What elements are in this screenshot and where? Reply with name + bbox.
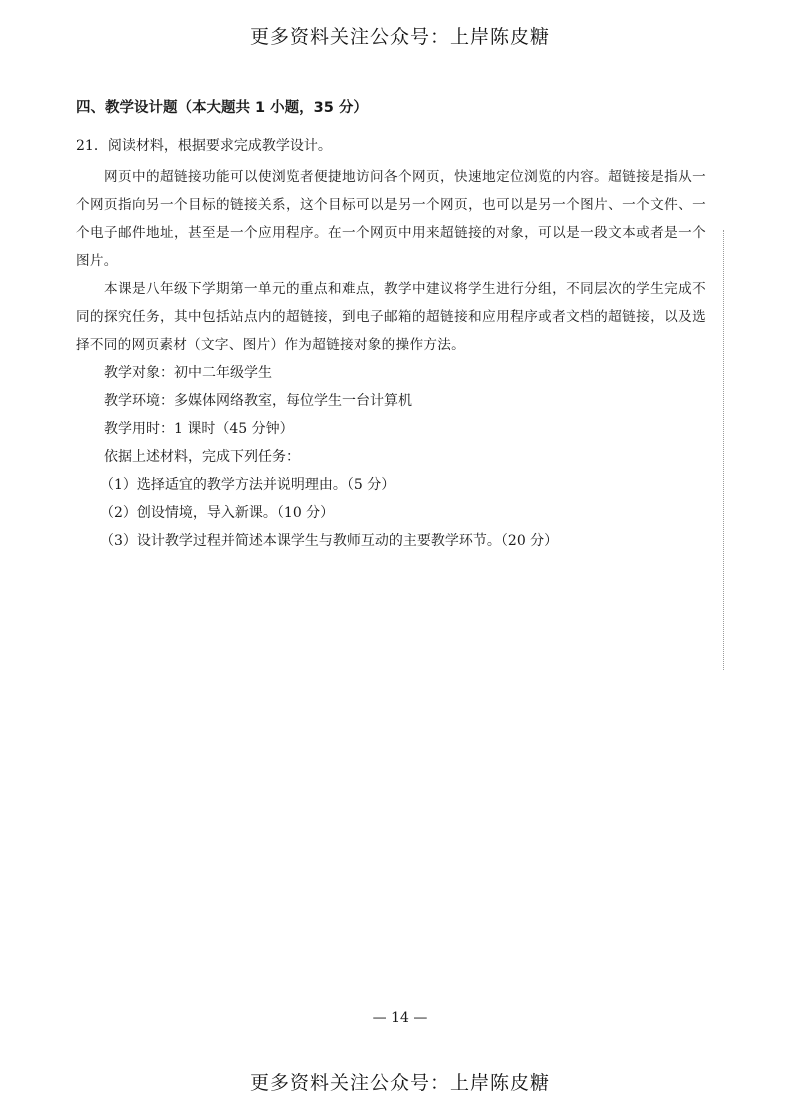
task-intro: 依据上述材料，完成下列任务： bbox=[104, 449, 300, 465]
bottom-banner: 更多资料关注公众号：上岸陈皮糖 bbox=[249, 1072, 550, 1094]
section-title: 四、教学设计题（本大题共 1 小题，35 分） bbox=[76, 100, 368, 116]
task-3: （3）设计教学过程并简述本课学生与教师互动的主要教学环节。（20 分） bbox=[100, 533, 559, 549]
teaching-target: 教学对象：初中二年级学生 bbox=[104, 365, 272, 381]
material-paragraph-2: 本课是八年级下学期第一单元的重点和难点，教学中建议将学生进行分组，不同层次的学生完成不同的探究任务，其中包括站点内的超链接，到电子邮箱的超链接和应用程序或者文档的超链接，以及选择不同的网页素材（文字、图片）作为超链接对象的操作方法。 bbox=[76, 281, 706, 353]
question-stem: 21．阅读材料，根据要求完成教学设计。 bbox=[76, 138, 332, 154]
task-1: （1）选择适宜的教学方法并说明理由。（5 分） bbox=[100, 477, 396, 493]
material-paragraph-1: 网页中的超链接功能可以使浏览者便捷地访问各个网页，快速地定位浏览的内容。超链接是指从一个网页指向另一个目标的链接关系，这个目标可以是另一个网页，也可以是另一个图片、一个文件、一个电子邮件地址，甚至是一个应用程序。在一个网页中用来超链接的对象，可以是一段文本或者是一个图片。 bbox=[76, 169, 706, 269]
teaching-duration: 教学用时：1 课时（45 分钟） bbox=[104, 421, 294, 437]
scan-margin-line bbox=[723, 230, 724, 670]
exam-content bbox=[76, 96, 706, 555]
task-2: （2）创设情境，导入新课。（10 分） bbox=[100, 505, 335, 521]
teaching-environment: 教学环境：多媒体网络教室，每位学生一台计算机 bbox=[104, 393, 412, 409]
top-banner: 更多资料关注公众号：上岸陈皮糖 bbox=[249, 26, 550, 48]
page-number: — 14 — bbox=[372, 1010, 428, 1026]
